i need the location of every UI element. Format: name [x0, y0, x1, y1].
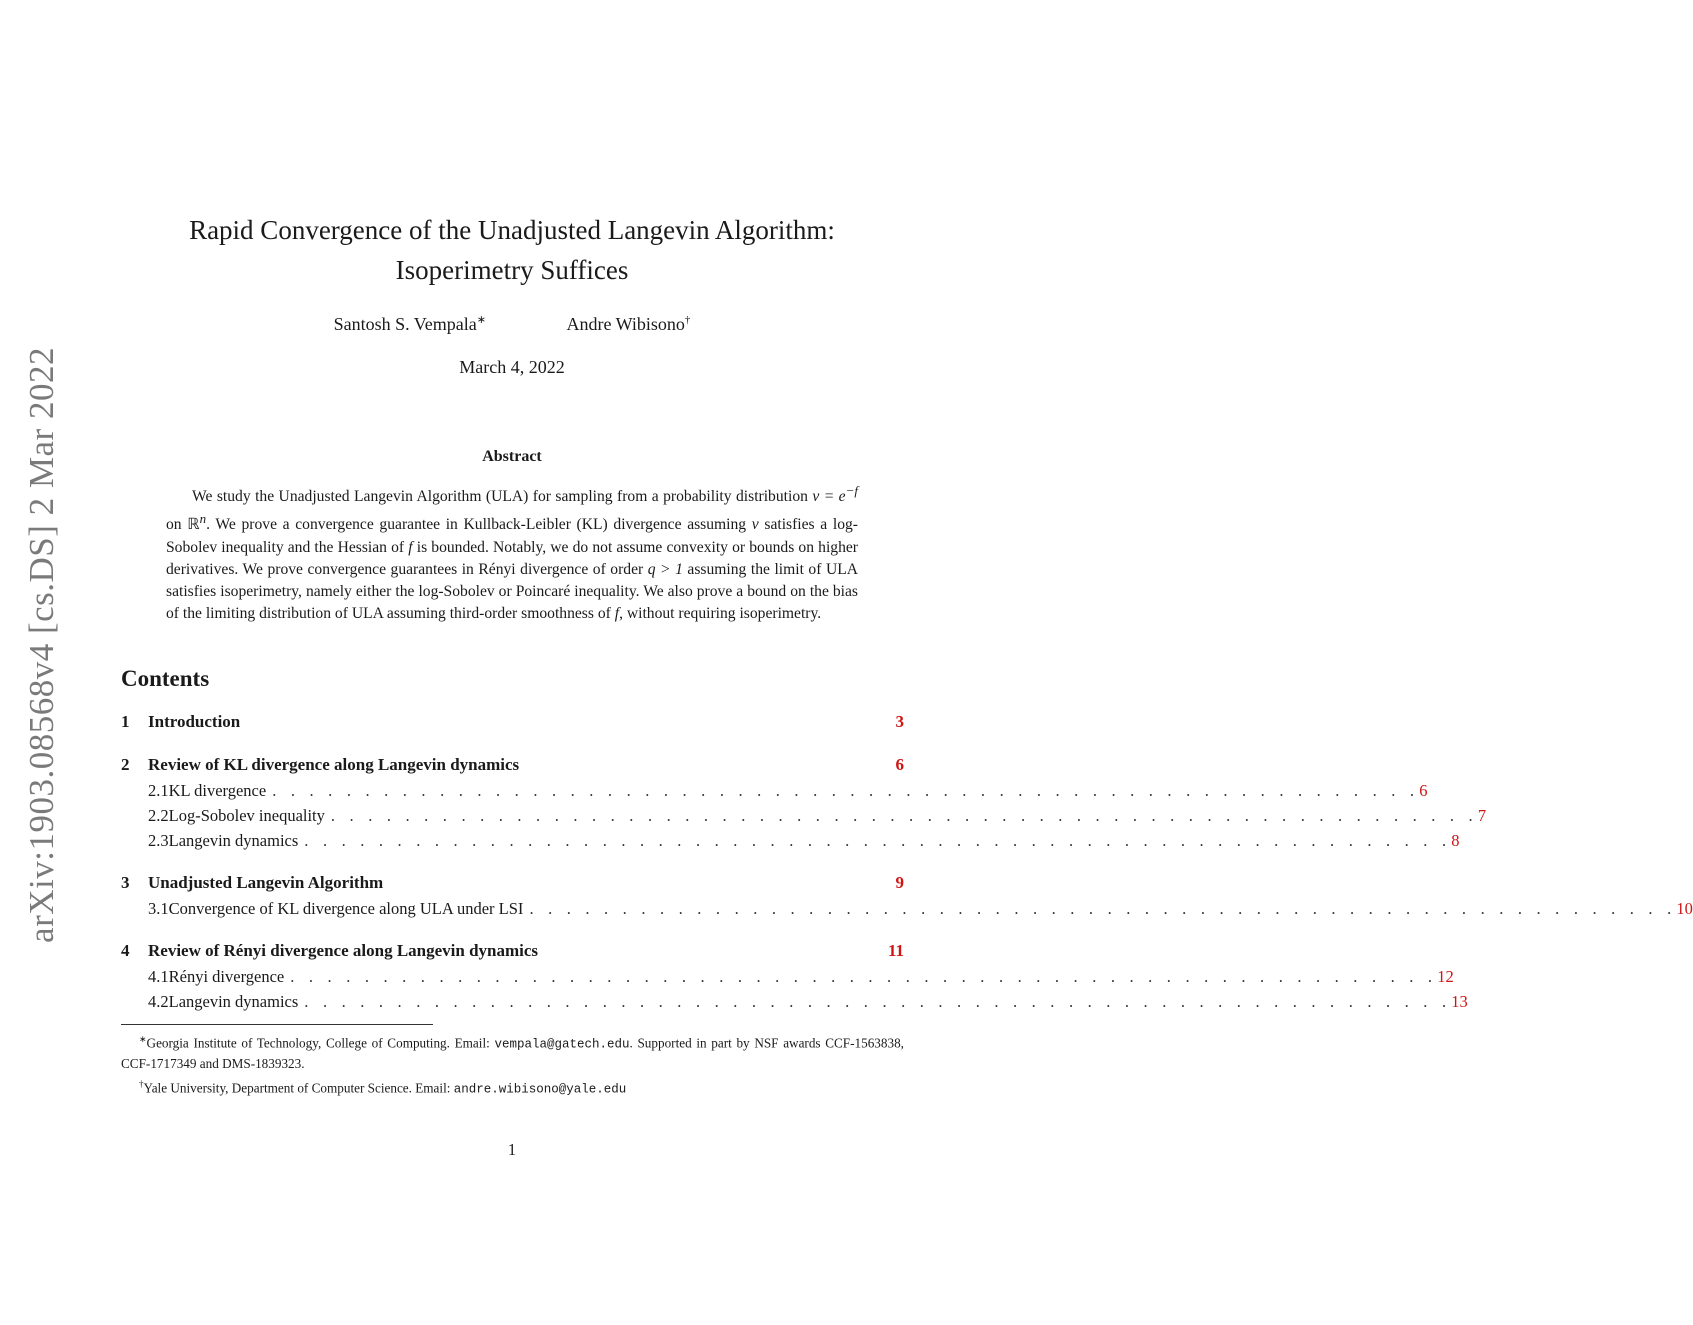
paper-title	[0, 210, 1024, 290]
email-link[interactable]: vempala@gatech.edu	[494, 1037, 630, 1052]
math-f: f	[614, 605, 620, 623]
toc-page-link[interactable]: 8	[1451, 831, 1460, 850]
toc-section-title: Review of Rényi divergence along Langevin dynamics	[148, 941, 539, 960]
toc-page-link[interactable]: 10	[1676, 899, 1693, 918]
abstract-body	[166, 480, 858, 626]
author-1	[334, 313, 486, 335]
title-line-1: Rapid Convergence of the Unadjusted Langevin Algorithm:	[189, 215, 835, 245]
toc-section-4[interactable]	[121, 941, 904, 967]
email-link[interactable]: andre.wibisono@yale.edu	[453, 1082, 627, 1097]
toc-subsection-title: Langevin dynamics	[168, 831, 299, 850]
footnote-text: Georgia Institute of Technology, College of Computing. Email:	[146, 1035, 495, 1051]
toc-subsection-4-2[interactable]	[121, 992, 1468, 1017]
math-f: f	[408, 538, 413, 556]
math-exponent: −f	[845, 483, 858, 498]
math-dim: n	[199, 511, 207, 527]
toc-page-link[interactable]: 3	[895, 712, 904, 731]
footnote-mark: †	[139, 1079, 144, 1090]
math-nu-eq: ν = e	[812, 488, 846, 506]
abstract-text: satisfies a log-Sobolev inequality and the Hessian of	[166, 516, 858, 556]
author-2	[566, 314, 690, 335]
toc-section-title: Review of KL divergence along Langevin dynamics	[148, 755, 520, 774]
toc-page-link[interactable]: 9	[895, 873, 904, 892]
abstract-heading: Abstract	[482, 448, 542, 465]
author-list	[0, 313, 1024, 335]
toc-subsection-title: Convergence of KL divergence along ULA under LSI	[168, 899, 524, 918]
footnote-text: Yale University, Department of Computer Science. Email:	[143, 1080, 454, 1096]
toc-subsection-title: Rényi divergence	[168, 967, 285, 986]
footnotes	[121, 1029, 904, 1100]
toc-page-link[interactable]: 13	[1451, 992, 1468, 1011]
toc-subsection-number: 3.1	[148, 899, 169, 918]
toc-page-link[interactable]: 6	[1419, 781, 1428, 800]
abstract-text: on	[166, 516, 188, 534]
toc-subsection-3-1[interactable]	[121, 899, 1693, 924]
contents-heading: Contents	[121, 666, 210, 691]
toc-subsection-title: Langevin dynamics	[168, 992, 299, 1011]
toc-subsection-title: Log-Sobolev inequality	[168, 806, 325, 825]
toc-leader-dots: . . . . . . . . . . . . . . . . . . . . . . . . . . . . . . . . . . . . . . . . . . . . . . . . . . . . . . . . . . . . . .	[330, 806, 1478, 825]
toc-section-3[interactable]	[121, 873, 904, 899]
footnote-mark: ∗	[139, 1034, 147, 1044]
toc-section-1[interactable]	[121, 712, 904, 738]
toc-subsection-2-1[interactable]	[121, 781, 1428, 806]
math-q: q > 1	[647, 560, 683, 578]
abstract-text: assuming the limit of ULA satisfies isoperimetry, namely either the log-Sobolev or Poincaré inequality. We also prove a bound on the bias of the limiting distribution of ULA assuming third-order smoothness of	[166, 560, 858, 623]
paper-date: March 4, 2022	[459, 357, 565, 377]
toc-subsection-number: 4.1	[148, 967, 169, 986]
toc-section-title: Unadjusted Langevin Algorithm	[148, 873, 384, 892]
page-number: 1	[507, 1140, 517, 1159]
toc-page-link[interactable]: 12	[1437, 967, 1454, 986]
footnote-text: . Supported in part by NSF awards CCF-1563838, CCF-1717349 and DMS-1839323.	[121, 1035, 904, 1072]
toc-subsection-2-3[interactable]	[121, 831, 1460, 856]
toc-section-number: 1	[121, 712, 130, 731]
table-of-contents	[121, 712, 1693, 1017]
author-name: Santosh S. Vempala	[333, 314, 477, 334]
toc-leader-dots: . . . . . . . . . . . . . . . . . . . . . . . . . . . . . . . . . . . . . . . . . . . . . . . . . . . . . . . . . . . . . .	[304, 831, 1452, 850]
author-footnote-mark: †	[684, 314, 691, 326]
toc-subsection-number: 2.2	[148, 806, 169, 825]
arxiv-watermark: arXiv:1903.08568v4 [cs.DS] 2 Mar 2022	[22, 347, 61, 943]
toc-page-link[interactable]: 6	[895, 755, 904, 774]
author-footnote-mark: ∗	[476, 314, 486, 326]
toc-leader-dots: . . . . . . . . . . . . . . . . . . . . . . . . . . . . . . . . . . . . . . . . . . . . . . . . . . . . . . . . . . . . . .	[529, 899, 1677, 918]
toc-subsection-number: 2.3	[148, 831, 169, 850]
toc-leader-dots: . . . . . . . . . . . . . . . . . . . . . . . . . . . . . . . . . . . . . . . . . . . . . . . . . . . . . . . . . . . . . .	[290, 967, 1438, 986]
abstract-text: We study the Unadjusted Langevin Algorithm (ULA) for sampling from a probability distribution	[192, 488, 813, 506]
toc-leader-dots: . . . . . . . . . . . . . . . . . . . . . . . . . . . . . . . . . . . . . . . . . . . . . . . . . . . . . . . . . . . . . .	[304, 992, 1452, 1011]
toc-section-2[interactable]	[121, 755, 904, 781]
math-nu: ν	[751, 516, 759, 534]
math-reals: ℝ	[187, 516, 200, 534]
abstract-text: . We prove a convergence guarantee in Kullback-Leibler (KL) divergence assuming	[206, 516, 752, 534]
footnote-2	[121, 1074, 904, 1099]
toc-page-link[interactable]: 7	[1477, 806, 1487, 825]
toc-section-number: 3	[121, 873, 130, 892]
toc-subsection-number: 2.1	[148, 781, 169, 800]
title-line-2: Isoperimetry Suffices	[395, 255, 629, 285]
toc-page-link[interactable]: 11	[887, 941, 904, 960]
toc-subsection-title: KL divergence	[168, 781, 267, 800]
abstract-text: is bounded. Notably, we do not assume convexity or bounds on higher derivatives. We prove convergence guarantees in Rényi divergence of order	[166, 538, 858, 578]
abstract-text: , without requiring isoperimetry.	[619, 605, 822, 623]
footnote-1	[121, 1029, 904, 1074]
toc-section-number: 2	[121, 755, 130, 774]
toc-subsection-number: 4.2	[148, 992, 169, 1011]
toc-section-title: Introduction	[148, 712, 241, 731]
toc-subsection-2-2[interactable]	[121, 806, 1487, 831]
footnote-rule	[121, 1024, 433, 1025]
author-name: Andre Wibisono	[566, 314, 685, 334]
toc-subsection-4-1[interactable]	[121, 967, 1454, 992]
toc-section-number: 4	[121, 941, 130, 960]
toc-leader-dots: . . . . . . . . . . . . . . . . . . . . . . . . . . . . . . . . . . . . . . . . . . . . . . . . . . . . . . . . . . . . . .	[272, 781, 1420, 800]
